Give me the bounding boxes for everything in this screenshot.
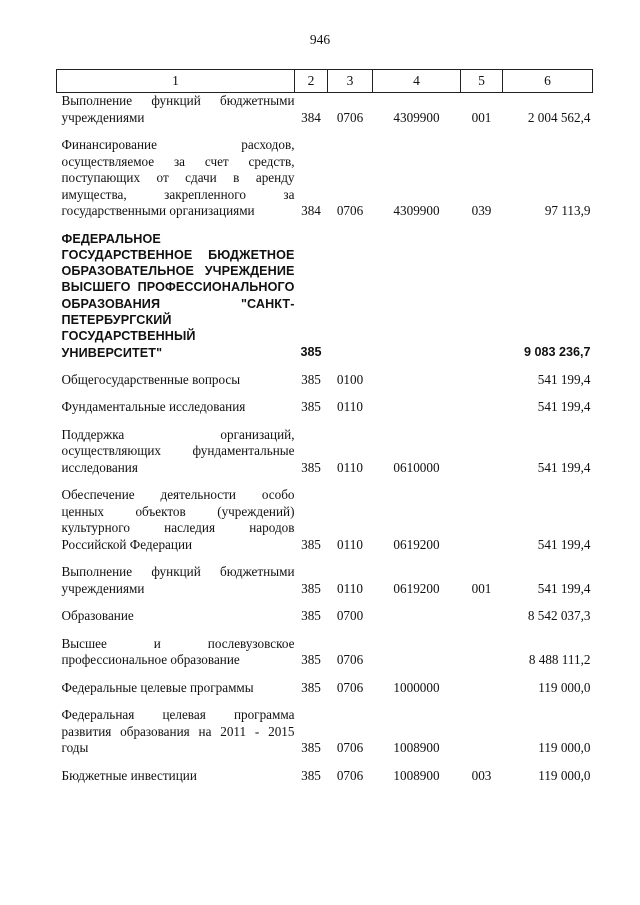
row-section: 0110 [337, 580, 363, 596]
table-row [57, 137, 593, 220]
row-name: Фундаментальные исследования [61, 399, 246, 415]
row-section: 0110 [337, 459, 363, 475]
row-target: 1008900 [393, 767, 440, 783]
row-grbs: 385 [301, 371, 321, 387]
row-expense-type [461, 707, 503, 757]
table-row [57, 608, 593, 625]
header-row [57, 70, 593, 93]
row-expense-type [461, 372, 503, 389]
row-section: 0706 [336, 767, 364, 783]
row-section: 0100 [336, 371, 364, 387]
row-grbs: 385 [301, 608, 321, 624]
header-col-4: 4 [373, 70, 461, 93]
row-spacer [57, 388, 593, 399]
row-spacer [57, 476, 593, 487]
row-sum: 9 083 236,7 [523, 345, 591, 360]
row-section [328, 231, 373, 361]
row-sum: 8 542 037,3 [527, 608, 591, 624]
row-target [373, 372, 461, 389]
row-target [373, 231, 461, 361]
row-spacer [57, 696, 593, 707]
table-row [57, 427, 593, 477]
row-grbs: 385 [301, 399, 321, 415]
table-row [57, 636, 593, 669]
table-row [57, 372, 593, 389]
table-row [57, 707, 593, 757]
row-spacer [57, 361, 593, 372]
table-header [57, 70, 593, 93]
row-target: 0610000 [393, 459, 440, 475]
row-sum: 541 199,4 [537, 580, 591, 596]
table-row [57, 93, 593, 127]
row-sum: 541 199,4 [537, 459, 591, 475]
row-grbs: 385 [301, 767, 321, 783]
table-row [57, 487, 593, 553]
row-name: Федеральная целевая программа развития образования на 2011 - 2015 годы [61, 707, 295, 756]
header-col-3: 3 [328, 70, 373, 93]
row-sum: 541 199,4 [537, 536, 591, 552]
row-name: Общегосударственные вопросы [61, 371, 241, 387]
row-sum: 119 000,0 [538, 740, 591, 756]
row-expense-type: 001 [471, 109, 492, 125]
row-target: 1000000 [393, 679, 440, 695]
row-target: 4309900 [393, 109, 440, 125]
row-grbs: 385 [301, 740, 321, 756]
row-section: 0700 [336, 608, 364, 624]
row-grbs: 384 [301, 109, 321, 125]
row-target: 4309900 [393, 203, 440, 218]
row-name: Высшее и послевузовское профессиональное образование [61, 635, 295, 668]
row-expense-type: 039 [471, 203, 492, 218]
row-section: 0706 [336, 109, 364, 125]
row-target [373, 399, 461, 416]
row-section: 0110 [337, 399, 363, 415]
row-target: 1008900 [393, 740, 440, 756]
row-name: Бюджетные инвестиции [61, 767, 197, 783]
row-grbs: 385 [301, 580, 321, 596]
row-spacer [57, 126, 593, 137]
row-section: 0706 [336, 679, 364, 695]
row-sum: 541 199,4 [537, 371, 591, 387]
row-grbs: 385 [301, 459, 321, 475]
row-spacer [57, 416, 593, 427]
row-grbs: 385 [300, 345, 322, 360]
row-name: Поддержка организаций, осуществляющих фундаментальные исследования [61, 426, 295, 475]
row-sum: 119 000,0 [538, 679, 591, 695]
table-row [57, 231, 593, 361]
row-section: 0706 [336, 203, 364, 218]
row-grbs: 385 [301, 536, 321, 552]
row-name: Обеспечение деятельности особо ценных объектов (учреждений) культурного наследия народов Российской Федерации [61, 487, 295, 552]
row-sum: 541 199,4 [537, 399, 591, 415]
row-name: Выполнение функций бюджетными учреждениями [61, 93, 295, 125]
row-expense-type [461, 608, 503, 625]
row-spacer [57, 757, 593, 768]
row-spacer [57, 597, 593, 608]
header-col-5: 5 [461, 70, 503, 93]
row-target [373, 636, 461, 669]
row-expense-type [461, 399, 503, 416]
table-row [57, 768, 593, 785]
row-name: Федеральные целевые программы [61, 679, 254, 695]
row-name: ФЕДЕРАЛЬНОЕ ГОСУДАРСТВЕННОЕ БЮДЖЕТНОЕ ОБРАЗОВАТЕЛЬНОЕ УЧРЕЖДЕНИЕ ВЫСШЕГО ПРОФЕССИОНАЛЬНОГО ОБРАЗОВАНИЯ "САНКТ-ПЕТЕРБУРГСКИЙ ГОСУДАРСТВЕННЫЙ УНИВЕРСИТЕТ" [61, 231, 295, 360]
header-col-2: 2 [295, 70, 328, 93]
row-expense-type [461, 680, 503, 697]
row-target: 0619200 [393, 580, 440, 596]
table-body [57, 93, 593, 785]
row-name: Выполнение функций бюджетными учреждениями [61, 564, 295, 596]
row-expense-type: 001 [471, 580, 492, 596]
row-sum: 8 488 111,2 [528, 652, 591, 668]
row-spacer [57, 669, 593, 680]
row-target: 0619200 [393, 536, 440, 552]
row-expense-type: 003 [471, 767, 492, 783]
budget-table [56, 69, 593, 784]
row-spacer [57, 625, 593, 636]
table-row [57, 680, 593, 697]
row-spacer [57, 553, 593, 564]
row-name: Финансирование расходов, осуществляемое за счет средств, поступающих от сдачи в аренду имущества, закрепленного за государственными организациями [61, 137, 295, 218]
row-sum: 97 113,9 [544, 203, 591, 218]
row-grbs: 384 [301, 203, 321, 218]
table-row [57, 564, 593, 597]
page-number: 946 [309, 32, 331, 47]
row-sum: 2 004 562,4 [527, 109, 591, 125]
table-row [57, 399, 593, 416]
row-target [373, 608, 461, 625]
row-grbs: 385 [301, 679, 321, 695]
header-col-1: 1 [57, 70, 295, 93]
row-section: 0706 [336, 652, 364, 668]
row-section: 0706 [336, 740, 364, 756]
row-expense-type [461, 487, 503, 553]
row-section: 0110 [337, 536, 363, 552]
row-spacer [57, 220, 593, 231]
row-expense-type [461, 231, 503, 361]
row-expense-type [461, 636, 503, 669]
row-sum: 119 000,0 [538, 767, 591, 783]
row-expense-type [461, 427, 503, 477]
header-col-6: 6 [503, 70, 593, 93]
row-name: Образование [61, 608, 134, 624]
row-grbs: 385 [301, 652, 321, 668]
